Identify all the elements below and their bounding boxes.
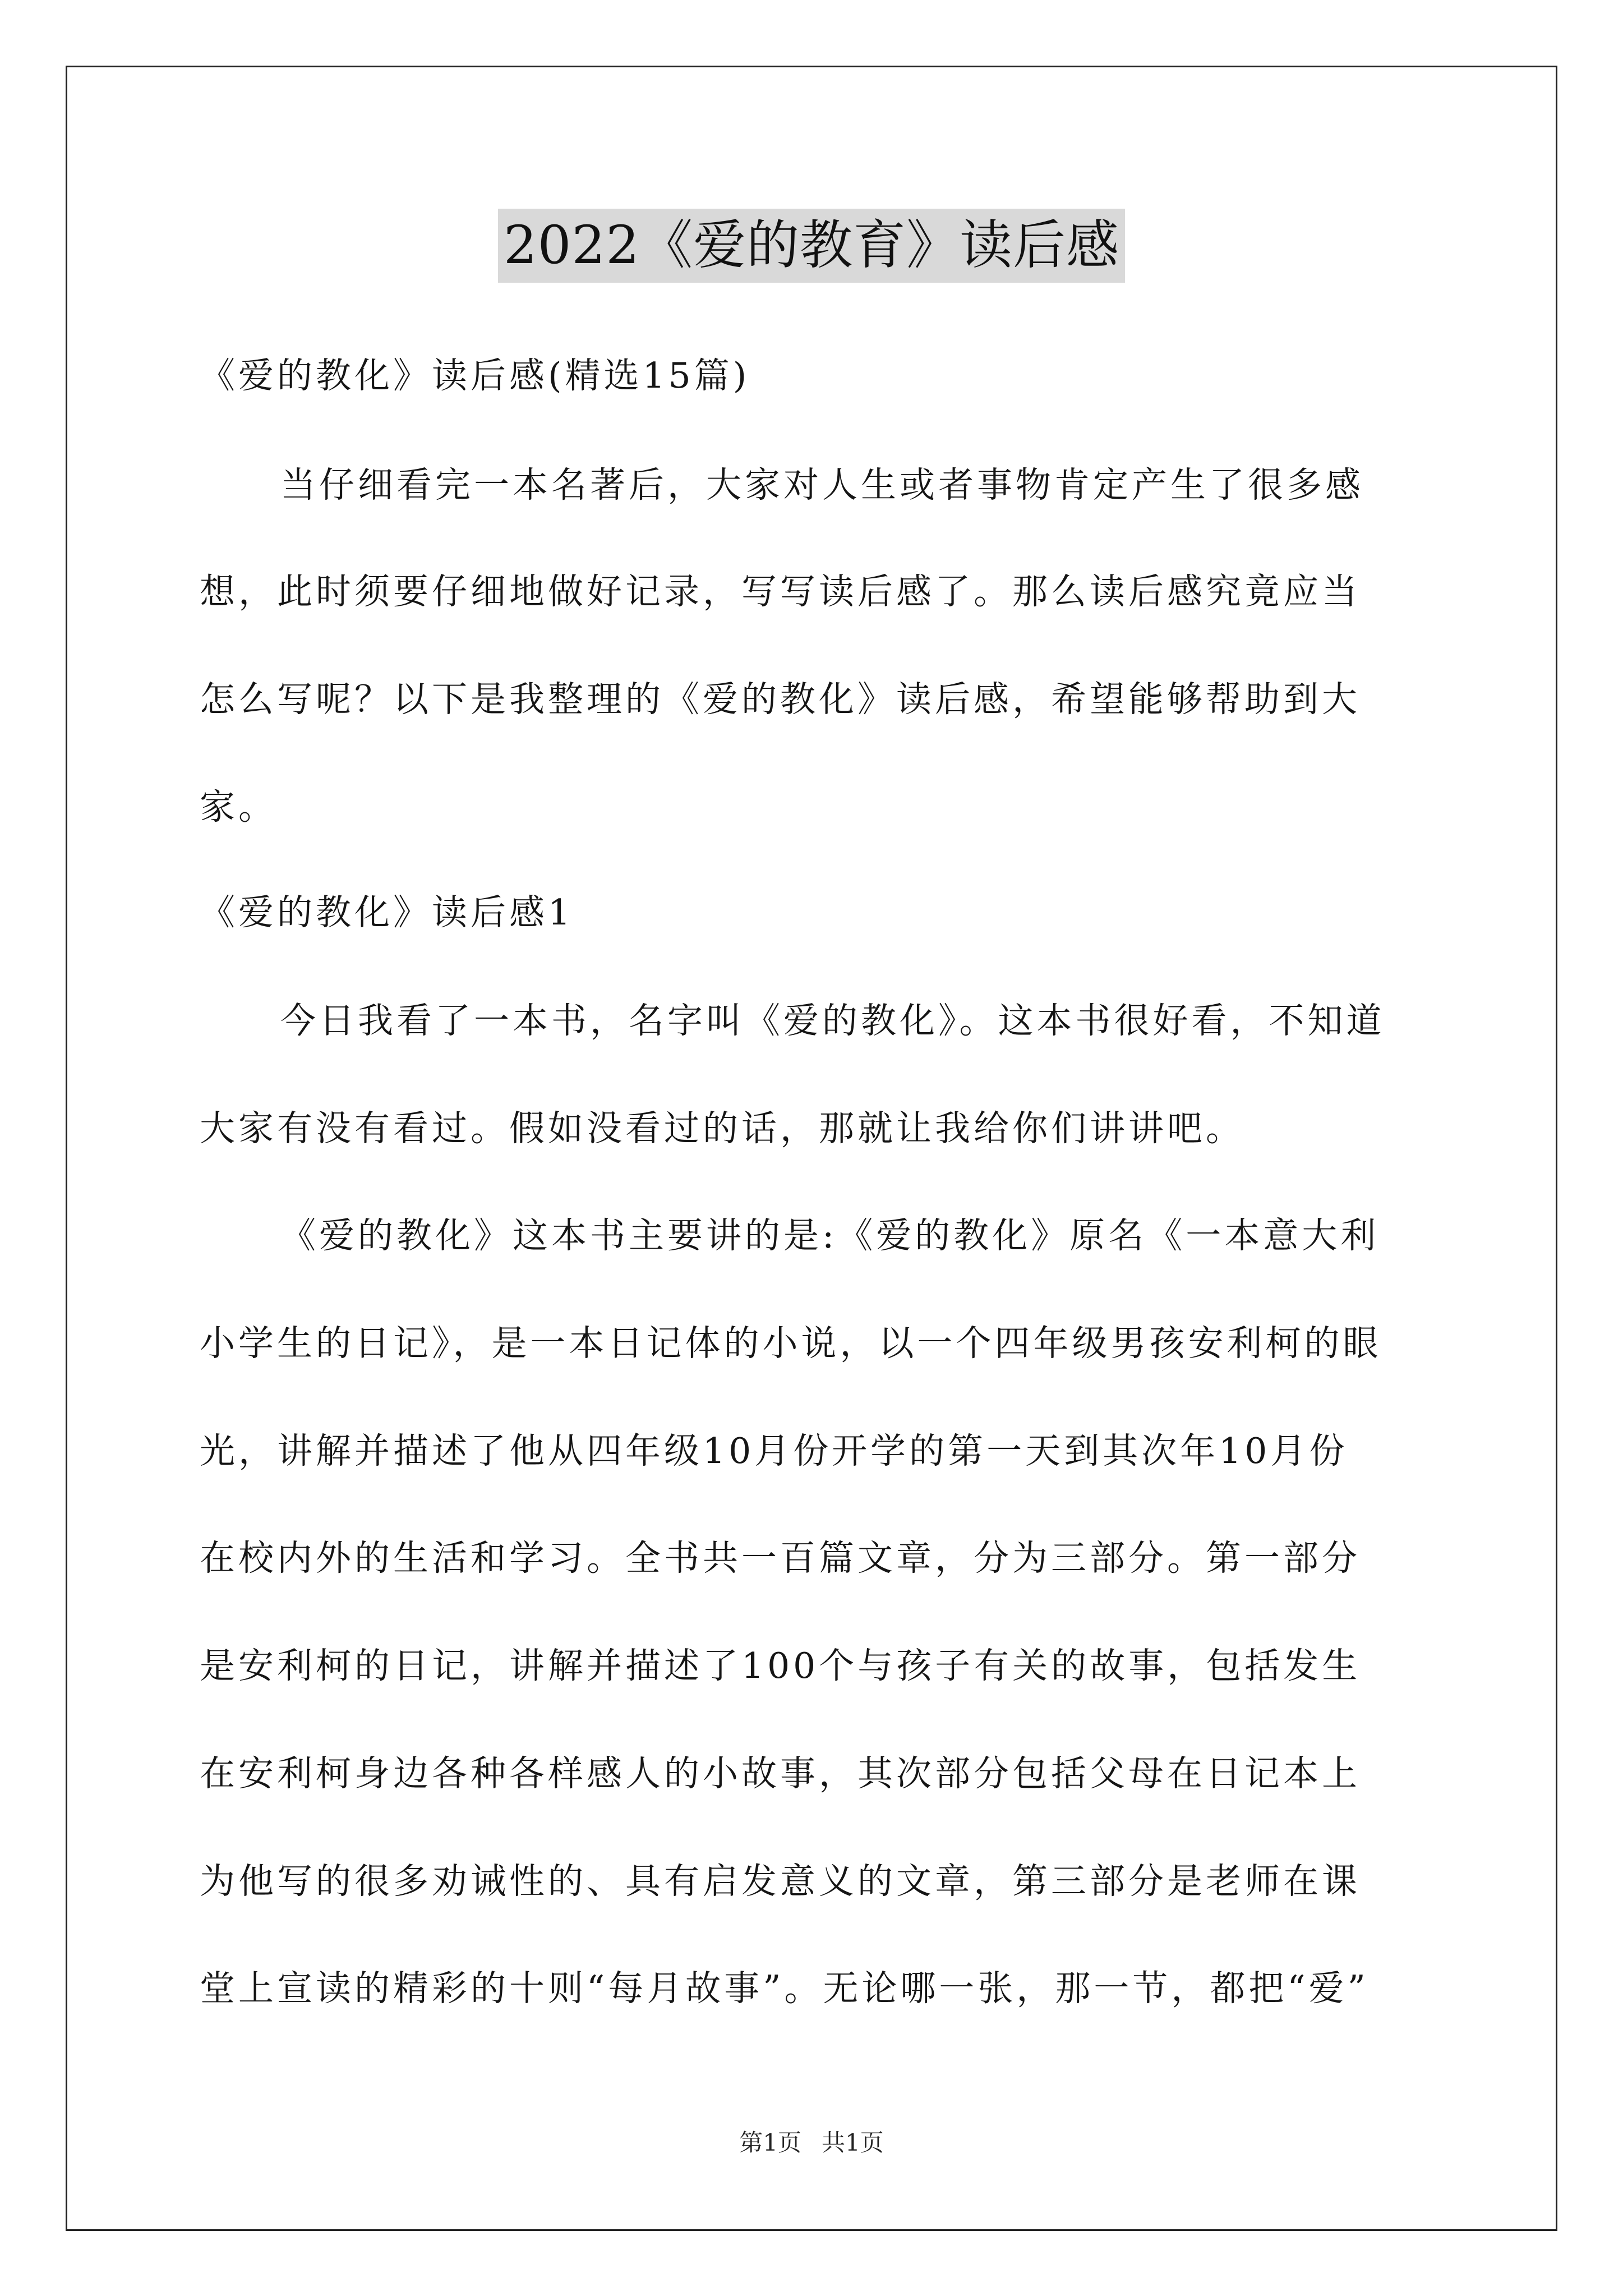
title-container (0, 209, 1623, 283)
paragraph-line: 《爱的教化》这本书主要讲的是:《爱的教化》原名《一本意大利 (280, 1215, 1380, 1256)
paragraph-line: 是安利柯的日记，讲解并描述了100个与孩子有关的故事，包括发生 (200, 1645, 1361, 1686)
paragraph-line: 在安利柯身边各种各样感人的小故事，其次部分包括父母在日记本上 (200, 1753, 1361, 1794)
paragraph-line: 大家有没有看过。假如没看过的话，那就让我给你们讲讲吧。 (200, 1108, 1244, 1149)
paragraph-line: 小学生的日记》，是一本日记体的小说，以一个四年级男孩安利柯的眼 (200, 1323, 1382, 1364)
subtitle: 《爱的教化》读后感(精选15篇) (200, 355, 750, 396)
paragraph-line: 堂上宣读的精彩的十则“每月故事”。无论哪一张，那一节，都把“爱” (200, 1968, 1369, 2009)
intro-line: 家。 (200, 786, 277, 827)
paragraph-line: 在校内外的生活和学习。全书共一百篇文章，分为三部分。第一部分 (200, 1538, 1361, 1579)
intro-line: 怎么写呢？以下是我整理的《爱的教化》读后感，希望能够帮助到大 (200, 679, 1361, 720)
page-number: 第1页 (739, 2129, 801, 2156)
intro-line: 当仔细看完一本名著后，大家对人生或者事物肯定产生了很多感 (280, 464, 1364, 505)
page-total: 共1页 (822, 2129, 884, 2156)
paragraph-line: 光，讲解并描述了他从四年级10月份开学的第一天到其次年10月份 (200, 1430, 1348, 1471)
intro-line: 想，此时须要仔细地做好记录，写写读后感了。那么读后感究竟应当 (200, 571, 1361, 612)
page-footer (0, 2126, 1623, 2160)
paragraph-line: 今日我看了一本书，名字叫《爱的教化》。这本书很好看，不知道 (280, 1000, 1385, 1041)
section-heading: 《爱的教化》读后感1 (200, 892, 574, 933)
paragraph-line: 为他写的很多劝诫性的、具有启发意义的文章，第三部分是老师在课 (200, 1861, 1361, 1902)
document-title: 2022《爱的教育》读后感 (498, 209, 1125, 283)
